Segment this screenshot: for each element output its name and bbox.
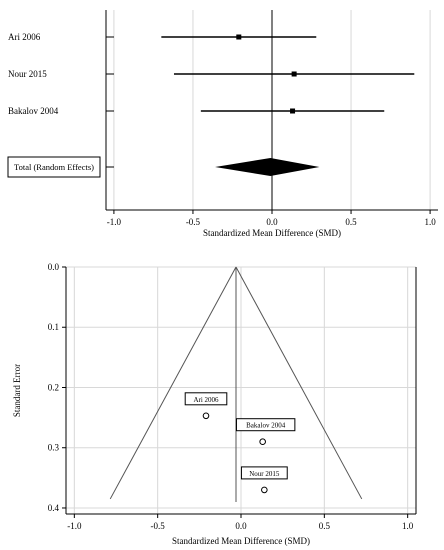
funnel-x-tick-label: -1.0 [67, 521, 82, 531]
forest-summary-diamond [215, 158, 319, 176]
funnel-point-label: Nour 2015 [249, 469, 280, 478]
forest-plot [8, 10, 438, 238]
forest-x-tick-label: 0.5 [345, 217, 357, 227]
funnel-point-label: Bakalov 2004 [246, 421, 286, 430]
funnel-point-marker [262, 487, 268, 493]
forest-study-label: Nour 2015 [8, 69, 47, 79]
forest-study-label: Bakalov 2004 [8, 106, 59, 116]
funnel-right-limit [236, 267, 362, 499]
funnel-point-label: Ari 2006 [193, 395, 219, 404]
funnel-y-tick-label: 0.1 [47, 322, 59, 333]
funnel-y-tick-label: 0.0 [47, 262, 59, 272]
funnel-y-tick-label: 0.3 [47, 442, 59, 453]
funnel-x-tick-label: 0.0 [235, 521, 247, 531]
funnel-x-tick-label: -0.5 [150, 521, 165, 531]
forest-x-axis-label: Standardized Mean Difference (SMD) [202, 228, 342, 238]
funnel-point-marker [260, 439, 266, 445]
funnel-x-tick-label: 1.0 [402, 521, 414, 531]
forest-x-tick-label: -1.0 [106, 217, 122, 227]
forest-point-marker [236, 35, 241, 40]
forest-x-tick-label: 0.0 [266, 217, 278, 227]
forest-point-marker [290, 109, 295, 114]
funnel-y-tick-label: 0.2 [47, 382, 59, 393]
funnel-y-axis-label: Standard Error [12, 363, 22, 418]
funnel-y-tick-label: 0.4 [47, 502, 59, 513]
funnel-left-limit [110, 267, 236, 499]
forest-x-tick-label: -0.5 [185, 217, 201, 227]
funnel-plot [12, 262, 416, 546]
forest-total-label: Total (Random Effects) [14, 162, 94, 172]
forest-point-marker [292, 72, 297, 77]
funnel-x-tick-label: 0.5 [318, 521, 330, 531]
forest-x-tick-label: 1.0 [424, 217, 436, 227]
funnel-point-marker [203, 413, 209, 419]
funnel-x-axis-label: Standardized Mean Difference (SMD) [171, 536, 311, 546]
forest-study-label: Ari 2006 [8, 32, 41, 42]
